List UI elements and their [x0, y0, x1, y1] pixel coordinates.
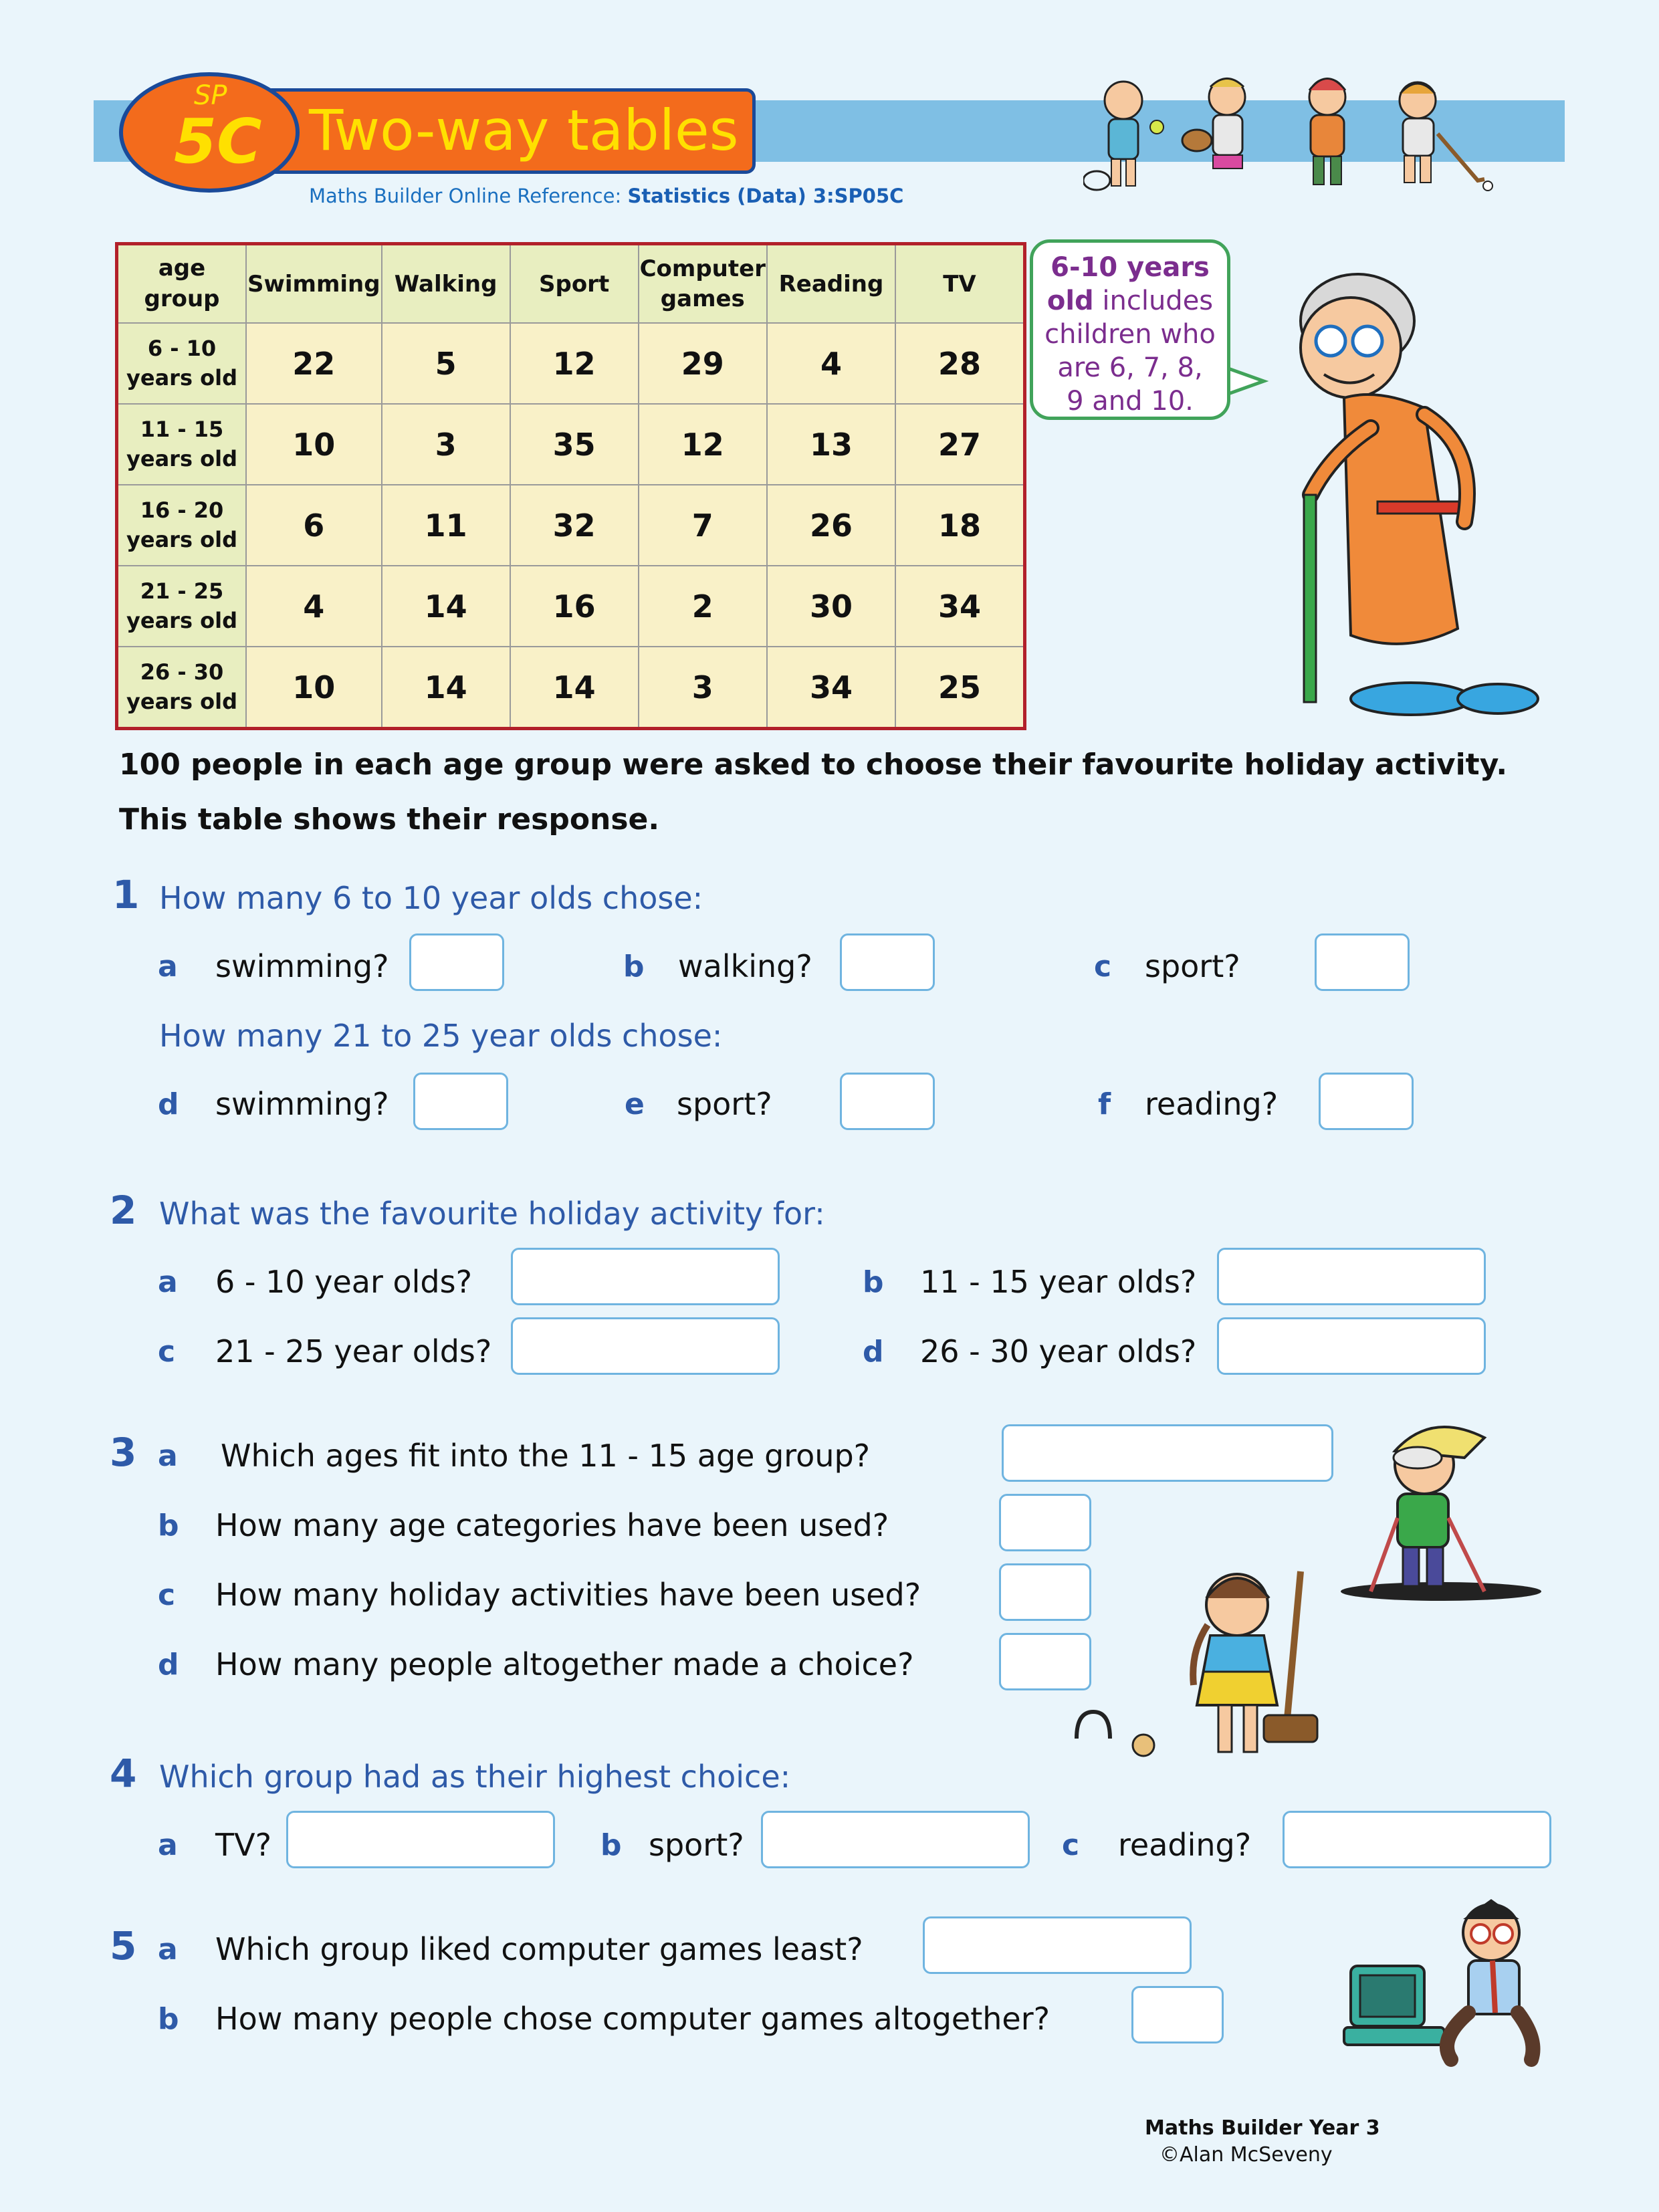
table-row: [117, 404, 1025, 485]
q4a-letter: a: [158, 1828, 178, 1862]
croquet-illustration: [1057, 1551, 1351, 1779]
row-header: 16 - 20 years old: [117, 485, 247, 566]
table-cell: 30: [767, 566, 895, 647]
speech-bubble: [1030, 239, 1230, 420]
q5a-answer-box[interactable]: [923, 1916, 1192, 1974]
table-cell: 34: [767, 647, 895, 729]
table-cell: 28: [895, 323, 1025, 404]
q2b-answer-box[interactable]: [1217, 1248, 1486, 1305]
q5b-letter: b: [158, 2002, 179, 2036]
row-header: 11 - 15 years old: [117, 404, 247, 485]
col-header-reading: Reading: [767, 244, 895, 324]
q4b-letter: b: [600, 1828, 622, 1862]
table-row: [117, 647, 1025, 729]
q5b-text: How many people chose computer games altogether?: [215, 2001, 1050, 2037]
question-5-number: 5: [110, 1923, 137, 1969]
q4c-answer-box[interactable]: [1283, 1811, 1551, 1868]
q1b-answer-box[interactable]: [840, 933, 935, 991]
q3b-letter: b: [158, 1509, 179, 1543]
two-way-table: [115, 242, 1026, 730]
q2d-text: 26 - 30 year olds?: [920, 1333, 1197, 1369]
table-cell: 29: [639, 323, 767, 404]
question-1-number: 1: [112, 872, 140, 917]
q2d-answer-box[interactable]: [1217, 1317, 1486, 1375]
badge-strand: SP: [194, 80, 227, 111]
q1e-letter: e: [625, 1087, 645, 1121]
bubble-line-2: old includes: [1046, 286, 1214, 316]
kid-hockey-icon: [1400, 82, 1492, 191]
q3c-letter: c: [158, 1578, 176, 1612]
q1e-text: sport?: [677, 1086, 772, 1122]
sport-kids-illustration: [1083, 67, 1498, 201]
table-cell: 16: [510, 566, 639, 647]
q2d-letter: d: [863, 1335, 884, 1369]
q2a-text: 6 - 10 year olds?: [215, 1264, 473, 1300]
q4b-answer-box[interactable]: [761, 1811, 1030, 1868]
table-cell: 5: [382, 323, 510, 404]
online-reference: [309, 185, 903, 207]
table-cell: 22: [246, 323, 382, 404]
table-cell: 26: [767, 485, 895, 566]
q1b-text: walking?: [678, 948, 812, 984]
table-row: [117, 323, 1025, 404]
skier-icon: [1341, 1427, 1541, 1601]
reference-value: Statistics (Data) 3:SP05C: [627, 185, 904, 207]
q1d-answer-box[interactable]: [413, 1073, 508, 1130]
q3d-text: How many people altogether made a choice?: [215, 1646, 914, 1682]
page-title: Two-way tables: [309, 98, 739, 163]
q1b-letter: b: [623, 950, 645, 984]
skier-illustration: [1331, 1411, 1551, 1612]
question-1-prompt-2: How many 21 to 25 year olds chose:: [159, 1018, 723, 1054]
question-2-prompt: What was the favourite holiday activity for:: [159, 1196, 825, 1232]
croquet-player-icon: [1077, 1571, 1317, 1756]
q1c-text: sport?: [1145, 948, 1240, 984]
table-cell: 12: [639, 404, 767, 485]
q2c-letter: c: [158, 1335, 176, 1369]
bubble-line-3: children who: [1044, 319, 1216, 350]
q5a-text: Which group liked computer games least?: [215, 1931, 863, 1967]
q3d-letter: d: [158, 1648, 179, 1682]
table-cell: 18: [895, 485, 1025, 566]
q3a-text: Which ages fit into the 11 - 15 age group?: [221, 1438, 871, 1474]
badge-number: 5C: [174, 106, 262, 177]
question-3-number: 3: [110, 1430, 137, 1475]
table-cell: 12: [510, 323, 639, 404]
kid-tennis-icon: [1083, 82, 1164, 190]
bubble-line-4: are 6, 7, 8,: [1057, 352, 1203, 383]
computer-kid-icon: [1344, 1899, 1533, 2060]
table-cell: 35: [510, 404, 639, 485]
q2c-text: 21 - 25 year olds?: [215, 1333, 492, 1369]
q1c-letter: c: [1094, 950, 1112, 984]
q1f-text: reading?: [1145, 1086, 1279, 1122]
grandma-icon: [1301, 274, 1538, 715]
table-cell: 34: [895, 566, 1025, 647]
q4c-letter: c: [1062, 1828, 1080, 1862]
bubble-line-1: 6-10 years: [1050, 252, 1210, 283]
intro-line-2: This table shows their response.: [119, 802, 660, 837]
q1a-text: swimming?: [215, 948, 389, 984]
col-header-swimming: Swimming: [246, 244, 382, 324]
kid-football-icon: [1309, 79, 1345, 185]
table-cell: 2: [639, 566, 767, 647]
table-cell: 13: [767, 404, 895, 485]
corner-cell: age group: [117, 244, 247, 324]
footer-copyright: ©Alan McSeveny: [1159, 2143, 1333, 2167]
q5a-letter: a: [158, 1932, 178, 1967]
table-cell: 32: [510, 485, 639, 566]
table-cell: 4: [246, 566, 382, 647]
bubble-line-5: 9 and 10.: [1067, 386, 1194, 417]
table-cell: 14: [510, 647, 639, 729]
q1f-letter: f: [1098, 1087, 1111, 1121]
q1a-answer-box[interactable]: [409, 933, 504, 991]
q3a-letter: a: [158, 1439, 178, 1473]
q4b-text: sport?: [649, 1827, 744, 1863]
q2c-answer-box[interactable]: [511, 1317, 780, 1375]
question-4-prompt: Which group had as their highest choice:: [159, 1759, 791, 1795]
q1c-answer-box[interactable]: [1315, 933, 1410, 991]
kid-baseball-icon: [1182, 79, 1245, 169]
q4a-text: TV?: [215, 1827, 271, 1863]
table-cell: 3: [639, 647, 767, 729]
q3b-answer-box[interactable]: [999, 1494, 1091, 1551]
question-2-number: 2: [110, 1188, 137, 1233]
intro-line-1: 100 people in each age group were asked to choose their favourite holiday activity.: [119, 748, 1508, 782]
q1a-letter: a: [158, 950, 178, 984]
footer-book-title: Maths Builder Year 3: [1145, 2116, 1380, 2140]
table-cell: 25: [895, 647, 1025, 729]
table-cell: 4: [767, 323, 895, 404]
col-header-tv: TV: [895, 244, 1025, 324]
table-cell: 6: [246, 485, 382, 566]
grandma-illustration: [1257, 254, 1551, 722]
row-header: 26 - 30 years old: [117, 647, 247, 729]
table-cell: 10: [246, 404, 382, 485]
q1f-answer-box[interactable]: [1319, 1073, 1414, 1130]
table-cell: 10: [246, 647, 382, 729]
q4a-answer-box[interactable]: [286, 1811, 555, 1868]
q3a-answer-box[interactable]: [1002, 1424, 1333, 1482]
row-header: 6 - 10 years old: [117, 323, 247, 404]
q3b-text: How many age categories have been used?: [215, 1507, 889, 1543]
q1e-answer-box[interactable]: [840, 1073, 935, 1130]
q3c-text: How many holiday activities have been used?: [215, 1577, 921, 1613]
table-row: [117, 485, 1025, 566]
q5b-answer-box[interactable]: [1131, 1986, 1224, 2043]
table-header-row: [117, 244, 1025, 324]
table-cell: 27: [895, 404, 1025, 485]
q1d-text: swimming?: [215, 1086, 389, 1122]
table-row: [117, 566, 1025, 647]
col-header-walking: Walking: [382, 244, 510, 324]
question-1-prompt-1: How many 6 to 10 year olds chose:: [159, 880, 703, 916]
q1d-letter: d: [158, 1087, 179, 1121]
computer-kid-illustration: [1337, 1886, 1558, 2073]
row-header: 21 - 25 years old: [117, 566, 247, 647]
table-cell: 14: [382, 647, 510, 729]
q4c-text: reading?: [1118, 1827, 1252, 1863]
col-header-computer-games: Computer games: [639, 244, 767, 324]
q2b-letter: b: [863, 1265, 884, 1299]
col-header-sport: Sport: [510, 244, 639, 324]
table-cell: 3: [382, 404, 510, 485]
question-4-number: 4: [110, 1751, 137, 1796]
table-cell: 14: [382, 566, 510, 647]
table-cell: 11: [382, 485, 510, 566]
table-cell: 7: [639, 485, 767, 566]
q2a-letter: a: [158, 1265, 178, 1299]
q2a-answer-box[interactable]: [511, 1248, 780, 1305]
reference-prefix: Maths Builder Online Reference:: [309, 185, 628, 207]
q2b-text: 11 - 15 year olds?: [920, 1264, 1197, 1300]
